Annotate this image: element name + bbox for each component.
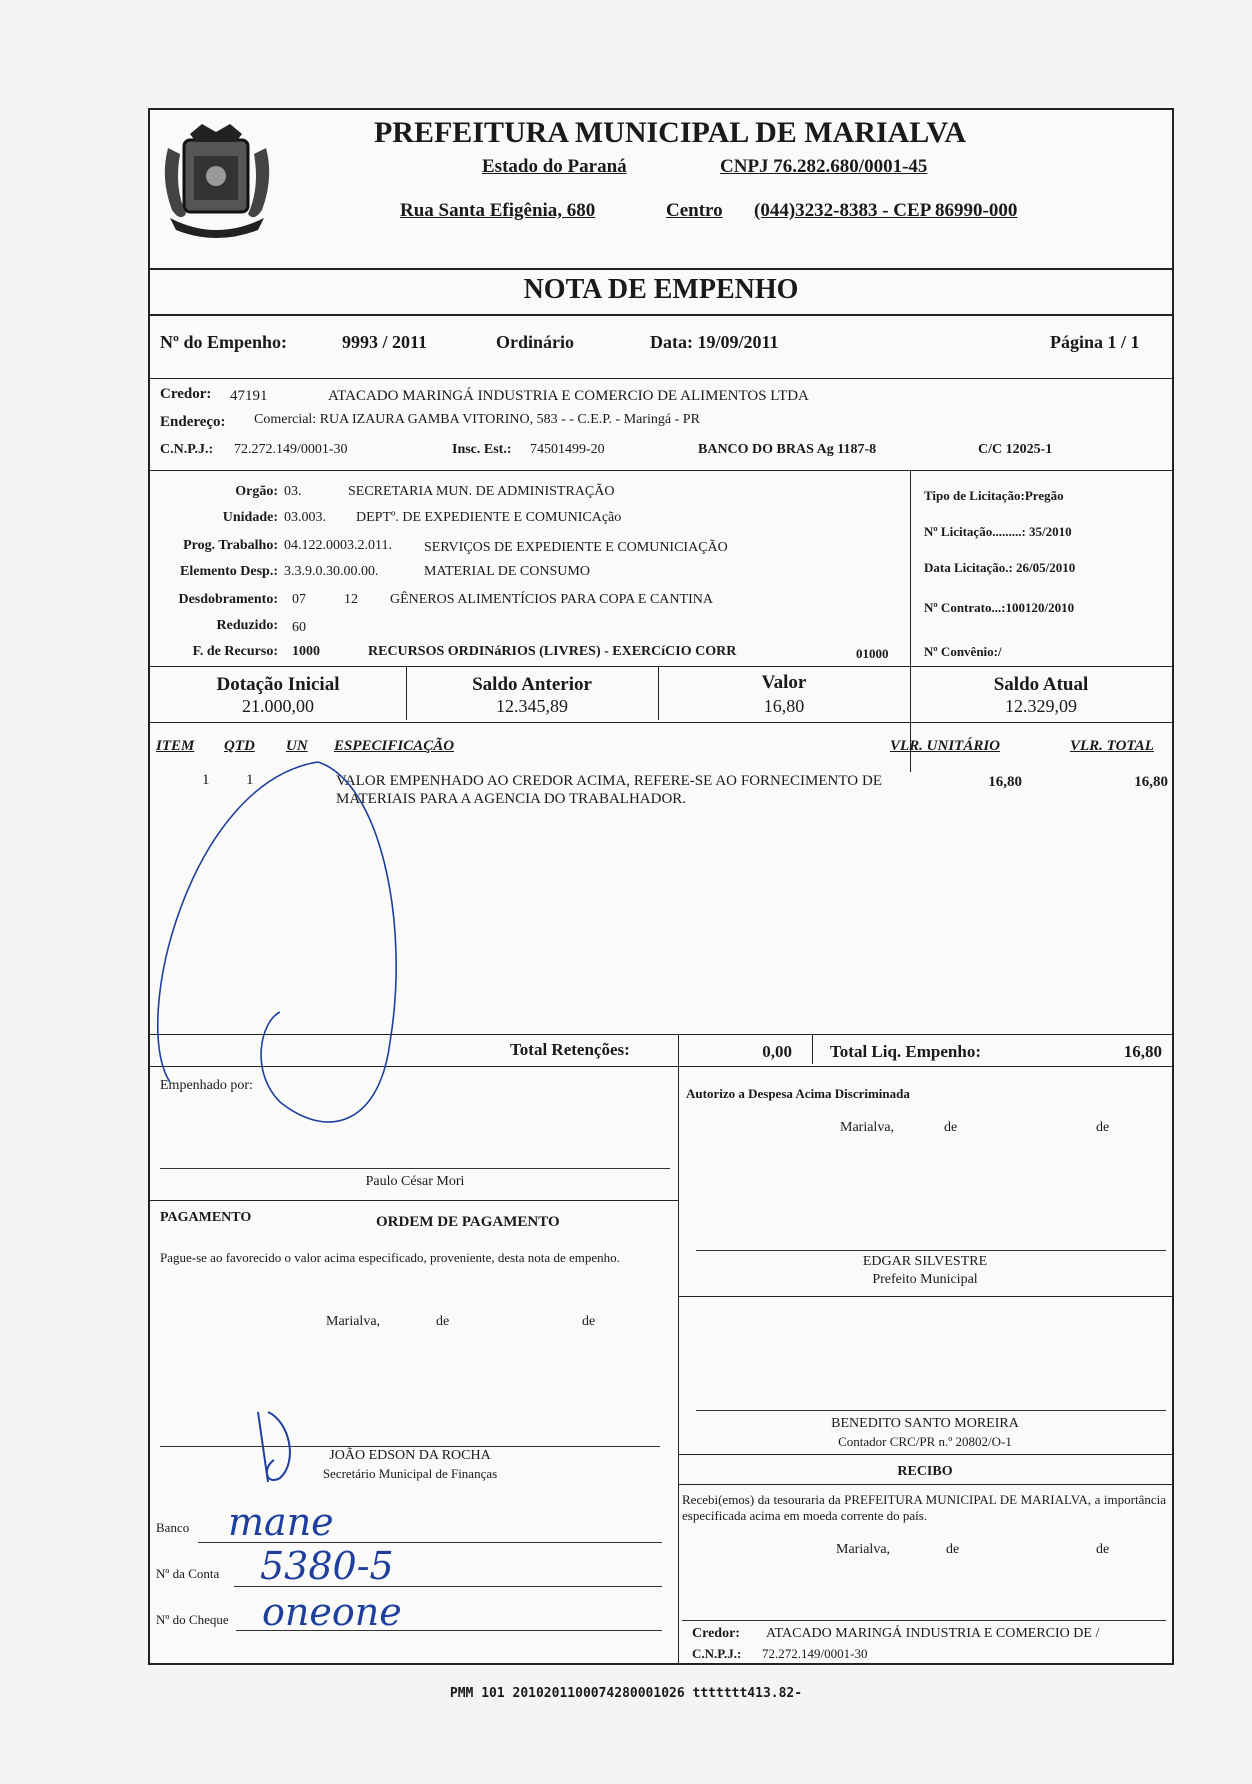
empenhado-label: Empenhado por:: [160, 1078, 253, 1093]
autorizo-place: Marialva,: [840, 1120, 895, 1135]
reduzido-label: Reduzido:: [216, 618, 278, 633]
pagamento-place: Marialva,: [326, 1314, 381, 1329]
autorizo-de1: de: [944, 1120, 958, 1135]
recibo-credor-label: Credor:: [692, 1626, 740, 1641]
pagamento-text: Pague-se ao favorecido o valor acima especificado, proveniente, desta nota de empenho.: [160, 1250, 620, 1265]
conta-handwritten: 5380-5: [260, 1544, 394, 1588]
prog-desc: SERVIÇOS DE EXPEDIENTE E COMUNICIAÇÃO: [424, 540, 728, 555]
licitacao-tipo: Tipo de Licitação:Pregão: [924, 488, 1064, 503]
recibo-de2: de: [1096, 1542, 1110, 1557]
address-label: Endereço:: [160, 414, 226, 430]
retencoes-label: Total Retenções:: [510, 1040, 630, 1059]
recurso-label: F. de Recurso:: [192, 644, 278, 659]
empenho-number: 9993 / 2011: [342, 332, 428, 352]
credor-label: Credor:: [160, 386, 212, 402]
item-unit-value: 16,80: [988, 774, 1022, 790]
col-total: VLR. TOTAL: [1070, 738, 1154, 754]
col-spec: ESPECIFICAÇÃO: [334, 738, 455, 754]
licitacao-numero: Nº Licitação.........: 35/2010: [924, 524, 1072, 539]
recibo-de1: de: [946, 1542, 960, 1557]
orgao-label: Orgão:: [235, 484, 278, 499]
empenho-document: [148, 108, 1174, 1665]
orgao-code: 03.: [284, 484, 302, 499]
footer-code: PMM 101 2010201100074280001026 ttttttt413.82-: [449, 1686, 803, 1701]
unidade-label: Unidade:: [222, 510, 278, 525]
pagamento-label: PAGAMENTO: [160, 1210, 252, 1225]
elem-desc: MATERIAL DE CONSUMO: [424, 564, 590, 579]
empenhado-name: Paulo César Mori: [365, 1174, 465, 1189]
recurso-code: 1000: [292, 644, 320, 659]
contador-name: BENEDITO SANTO MOREIRA: [831, 1416, 1019, 1431]
cheque-handwritten: oneone: [262, 1590, 402, 1634]
dotacao-value: 21.000,00: [242, 696, 314, 716]
pagamento-de2: de: [582, 1314, 596, 1329]
unidade-desc: DEPTº. DE EXPEDIENTE E COMUNICAção: [356, 510, 622, 525]
recibo-cnpj-label: C.N.P.J.:: [692, 1646, 742, 1661]
elem-label: Elemento Desp.:: [180, 564, 278, 579]
col-unit: VLR. UNITÁRIO: [890, 738, 1001, 754]
cnpj-credor-label: C.N.P.J.:: [160, 442, 214, 457]
col-un: UN: [286, 738, 308, 754]
recibo-place: Marialva,: [836, 1542, 891, 1557]
prog-label: Prog. Trabalho:: [183, 538, 278, 553]
desd-a: 07: [292, 592, 306, 607]
retencoes-value: 0,00: [762, 1042, 792, 1061]
secretario-name: JOÃO EDSON DA ROCHA: [329, 1448, 491, 1463]
elem-code: 3.3.9.0.30.00.00.: [284, 564, 379, 579]
recurso-num: 01000: [856, 646, 889, 661]
credor-address: Comercial: RUA IZAURA GAMBA VITORINO, 583 - - C.E.P. - Maringá - PR: [254, 412, 700, 427]
institution-title: PREFEITURA MUNICIPAL DE MARIALVA: [373, 116, 967, 149]
saldo-anterior-value: 12.345,89: [496, 696, 568, 716]
valor-label: Valor: [761, 672, 807, 693]
unidade-code: 03.003.: [284, 510, 326, 525]
autorizo-label: Autorizo a Despesa Acima Discriminada: [686, 1086, 910, 1101]
saldo-atual-label: Saldo Atual: [993, 674, 1089, 695]
licitacao-data: Data Licitação.: 26/05/2010: [924, 560, 1076, 575]
doc-title: NOTA DE EMPENHO: [523, 274, 799, 305]
recibo-credor: ATACADO MARINGÁ INDUSTRIA E COMERCIO DE /: [766, 1626, 1100, 1641]
item-spec: VALOR EMPENHADO AO CREDOR ACIMA, REFERE-SE AO FORNECIMENTO DE MATERIAIS PARA A AGENCIA DO TRABALHADOR.: [336, 773, 882, 807]
insc-label: Insc. Est.:: [452, 442, 512, 457]
cnpj-label: CNPJ 76.282.680/0001-45: [720, 156, 928, 177]
saldo-atual-value: 12.329,09: [1005, 696, 1077, 716]
ordem-pagamento-label: ORDEM DE PAGAMENTO: [376, 1214, 560, 1230]
phone-cep-label: (044)3232-8383 - CEP 86990-000: [754, 200, 1018, 221]
empenho-number-label: Nº do Empenho:: [160, 332, 287, 352]
saldo-anterior-label: Saldo Anterior: [472, 674, 592, 695]
secretario-role: Secretário Municipal de Finanças: [322, 1466, 498, 1481]
licitacao-contrato: Nº Contrato...:100120/2010: [924, 600, 1075, 615]
coat-of-arms-icon: [156, 118, 278, 244]
bank-account: C/C 12025-1: [978, 442, 1053, 457]
district-label: Centro: [666, 200, 723, 221]
street-label: Rua Santa Efigênia, 680: [400, 200, 596, 221]
contador-role: Contador CRC/PR n.º 20802/O-1: [838, 1434, 1012, 1449]
total-liq-label: Total Liq. Empenho:: [830, 1042, 981, 1061]
col-qtd: QTD: [224, 738, 255, 754]
reduzido-code: 60: [292, 620, 306, 635]
credor-name: ATACADO MARINGÁ INDUSTRIA E COMERCIO DE ALIMENTOS LTDA: [328, 388, 809, 404]
banco-label: Banco: [156, 1520, 190, 1535]
prefeito-role: Prefeito Municipal: [872, 1272, 978, 1287]
page-number: Página 1 / 1: [1050, 332, 1140, 352]
empenho-date: Data: 19/09/2011: [650, 332, 779, 352]
bank-info: BANCO DO BRAS Ag 1187-8: [698, 442, 877, 457]
banco-handwritten: mane: [228, 1500, 334, 1544]
prefeito-name: EDGAR SILVESTRE: [862, 1254, 988, 1269]
valor-value: 16,80: [763, 696, 805, 716]
autorizo-de2: de: [1096, 1120, 1110, 1135]
state-label: Estado do Paraná: [482, 156, 627, 177]
pagamento-de1: de: [436, 1314, 450, 1329]
signature-loop: [158, 762, 396, 1122]
item-number: 1: [202, 772, 210, 788]
recibo-title: RECIBO: [897, 1464, 953, 1479]
total-liq-value: 16,80: [1123, 1042, 1162, 1061]
credor-code: 47191: [230, 388, 268, 404]
desd-desc: GÊNEROS ALIMENTÍCIOS PARA COPA E CANTINA: [390, 592, 713, 607]
dotacao-label: Dotação Inicial: [216, 674, 340, 695]
desd-label: Desdobramento:: [178, 592, 278, 607]
conta-label: Nº da Conta: [156, 1566, 220, 1581]
orgao-desc: SECRETARIA MUN. DE ADMINISTRAÇÃO: [348, 484, 615, 499]
item-total-value: 16,80: [1134, 774, 1168, 790]
empenho-type: Ordinário: [496, 332, 575, 352]
recibo-cnpj: 72.272.149/0001-30: [762, 1646, 868, 1661]
recurso-desc: RECURSOS ORDINáRIOS (LIVRES) - EXERCíCIO CORR: [368, 644, 737, 659]
licitacao-convenio: Nº Convênio:/: [924, 644, 1002, 659]
recibo-text: Recebi(emos) da tesouraria da PREFEITURA MUNICIPAL DE MARIALVA, a importância especificada acima em moeda corrente do país.: [682, 1492, 1166, 1523]
col-item: ITEM: [156, 738, 195, 754]
prog-code: 04.122.0003.2.011.: [284, 538, 392, 553]
credor-cnpj: 72.272.149/0001-30: [234, 442, 348, 457]
cheque-label: Nº do Cheque: [156, 1612, 229, 1627]
credor-insc: 74501499-20: [530, 442, 605, 457]
desd-b: 12: [344, 592, 358, 607]
item-qtd: 1: [246, 772, 254, 788]
